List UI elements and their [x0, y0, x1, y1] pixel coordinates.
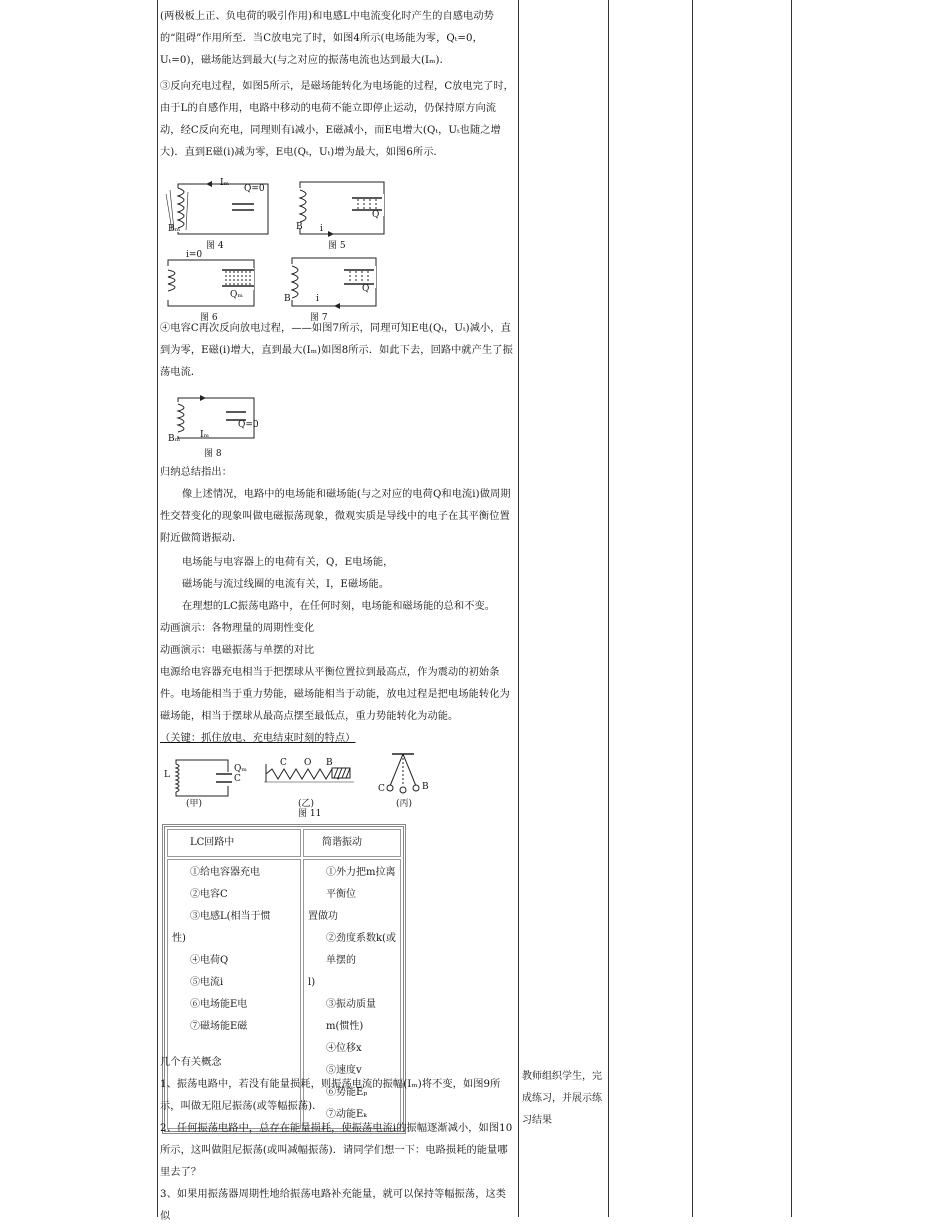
summary-line-magnetic: 磁场能与流过线圈的电流有关，I，E磁场能。 [182, 579, 390, 590]
lc-item: 性) [172, 933, 186, 944]
lc-item: ②电容C [190, 889, 228, 900]
fig5-current-label: i [320, 224, 323, 234]
lc-item: ⑦磁场能E磁 [190, 1021, 248, 1032]
fig7-current-label: i [316, 294, 319, 304]
animation-demo-1: 动画演示：各物理量的周期性变化 [160, 623, 315, 634]
analogy-paragraph: 电源给电容器充电相当于把摆球从平衡位置拉到最高点，作为震动的初始条件。电场能相当于重力势能，磁场能相当于动能，放电过程是把电场能转化为磁场能，相当于摆球从最高点摆至最低点，重力势能转化为动能。 [160, 667, 510, 722]
fig11-charge-label: Qₘ [234, 764, 247, 774]
fig11-inductor-label: L [164, 770, 170, 780]
table-border-col2 [608, 0, 609, 1217]
fig7-charge-label: Q [362, 284, 370, 294]
fig6-current-label: i=0 [186, 250, 203, 260]
summary-paragraph: 像上述情况，电路中的电场能和磁场能(与之对应的电荷Q和电流i)做周期性交替变化的现象叫做电磁振荡现象，微观实质是导线中的电子在其平衡位置附近做简谐振动． [160, 489, 511, 544]
fig4-current-label: Iₘ [220, 178, 230, 188]
fig4-field-label: Bₘ [168, 224, 181, 234]
fig11-spring-b-label: B [326, 758, 333, 768]
shm-item: ⑦动能Eₖ [326, 1109, 367, 1120]
shm-item: 置做功 [308, 911, 338, 922]
fig5-field-label: B [296, 222, 303, 232]
fig4-charge-label: Q=0 [244, 184, 265, 194]
fig6-charge-label: Qₘ [230, 290, 243, 300]
fig8-field-label: Bₘ [168, 434, 181, 444]
fig8-caption: 图 8 [204, 449, 222, 459]
shm-item: ③振动质量m(惯性) [326, 999, 376, 1032]
table-border-col1 [518, 0, 519, 1217]
shm-item: ②劲度系数k(或单摆的 [326, 933, 396, 966]
para-intro: (两极板上正、负电荷的吸引作用)和电感L中电流变化时产生的自感电动势的“阻碍”作用所至．当C放电完了时，如图4所示(电场能为零，Qₜ=0，Uₜ=0)，磁场能达到最大(与之对应的振荡电流也达到最大(Iₘ)． [160, 11, 494, 66]
table-border-right [791, 0, 792, 1217]
fig6-caption: 图 6 [200, 313, 218, 323]
shm-item: l) [308, 977, 316, 988]
fig5-charge-label: Q [372, 210, 380, 220]
fig11-label-jia: (甲) [186, 799, 203, 809]
figure-7-diagram [282, 252, 382, 312]
teacher-activity-note: 教师组织学生，完成练习，并展示练习结果 [522, 1071, 602, 1126]
table-border-left [157, 0, 158, 1217]
table-border-col3 [692, 0, 693, 1217]
fig11-spring-o-label: O [304, 758, 312, 768]
summary-line-electric: 电场能与电容器上的电荷有关，Q，E电场能， [182, 557, 394, 568]
fig11-label-bing: (丙) [396, 799, 413, 809]
table-head-shm: 简谐振动 [303, 829, 401, 857]
animation-demo-2: 动画演示：电磁振荡与单摆的对比 [160, 645, 315, 656]
shm-item: ⑥势能Eₚ [326, 1087, 368, 1098]
concept-3: 3、如果用振荡器周期性地给振荡电路补充能量，就可以保持等幅振荡，这类似 [160, 1189, 507, 1222]
fig8-current-label: Iₘ [200, 430, 210, 440]
lc-item: ①给电容器充电 [190, 867, 260, 878]
fig7-caption: 图 7 [310, 313, 328, 323]
fig11-pendulum-b-label: B [422, 782, 429, 792]
fig11-capacitor-label: C [234, 774, 241, 784]
lc-item: ⑥电场能E电 [190, 999, 248, 1010]
fig11-label-yi: (乙) [298, 799, 315, 809]
concept-2: 2、任何振荡电路中，总存在能量损耗，使振荡电流i的振幅逐渐减小，如图10所示，这叫做阻尼振荡(或叫减幅振荡)．请同学们想一下：电路损耗的能量哪里去了？ [160, 1123, 513, 1178]
shm-item: ⑤速度v [326, 1065, 362, 1076]
fig7-field-label: B [284, 294, 291, 304]
shm-item: ④位移x [326, 1043, 362, 1054]
lc-item: ④电荷Q [190, 955, 229, 966]
fig11-pendulum-c-label: C [378, 784, 385, 794]
concept-1: 1、振荡电路中，若没有能量损耗，则振荡电流的振幅(Iₘ)将不变，如图9所示，叫做无阻尼振荡(或等幅振荡)． [160, 1079, 501, 1112]
lc-item: ③电感L(相当于惯 [190, 911, 271, 922]
summary-line-conservation: 在理想的LC振荡电路中，在任何时刻，电场能和磁场能的总和不变。 [182, 601, 496, 612]
shm-item: ①外力把m拉离平衡位 [326, 867, 396, 900]
figure-6-diagram [160, 252, 260, 312]
key-note: （关键：抓住放电、充电结束时刻的特点） [160, 733, 356, 744]
lc-item: ⑤电流i [190, 977, 224, 988]
para-step3: ③反向充电过程，如图5所示，是磁场能转化为电场能的过程，C放电完了时，由于L的自感作用，电路中移动的电荷不能立即停止运动，仍保持原方向流动，经C反向充电，同理则有i减小，E磁减小，而E电增大(Qₜ，Uₜ也随之增大)．直到E磁(i)减为零，E电(Qₜ，Uₜ)增为最大，如图6所示． [160, 81, 514, 158]
fig11-caption: 图 11 [298, 809, 322, 819]
fig4-caption: 图 4 [206, 241, 224, 251]
summary-title: 归纳总结指出： [160, 467, 233, 478]
fig5-caption: 图 5 [328, 241, 346, 251]
fig11-spring-c-label: C [280, 758, 287, 768]
main-content-cell [160, 0, 516, 1222]
table-head-lc: LC回路中 [167, 829, 301, 857]
concepts-title: 几个有关概念 [160, 1057, 222, 1068]
para-step4: ④电容C再次反向放电过程，——如图7所示，同理可知E电(Qₜ，Uₜ)减小，直到为零，E磁(i)增大，直到最大(Iₘ)如图8所示．如此下去，回路中就产生了振荡电流． [160, 323, 513, 378]
fig8-charge-label: Q=0 [238, 420, 259, 430]
